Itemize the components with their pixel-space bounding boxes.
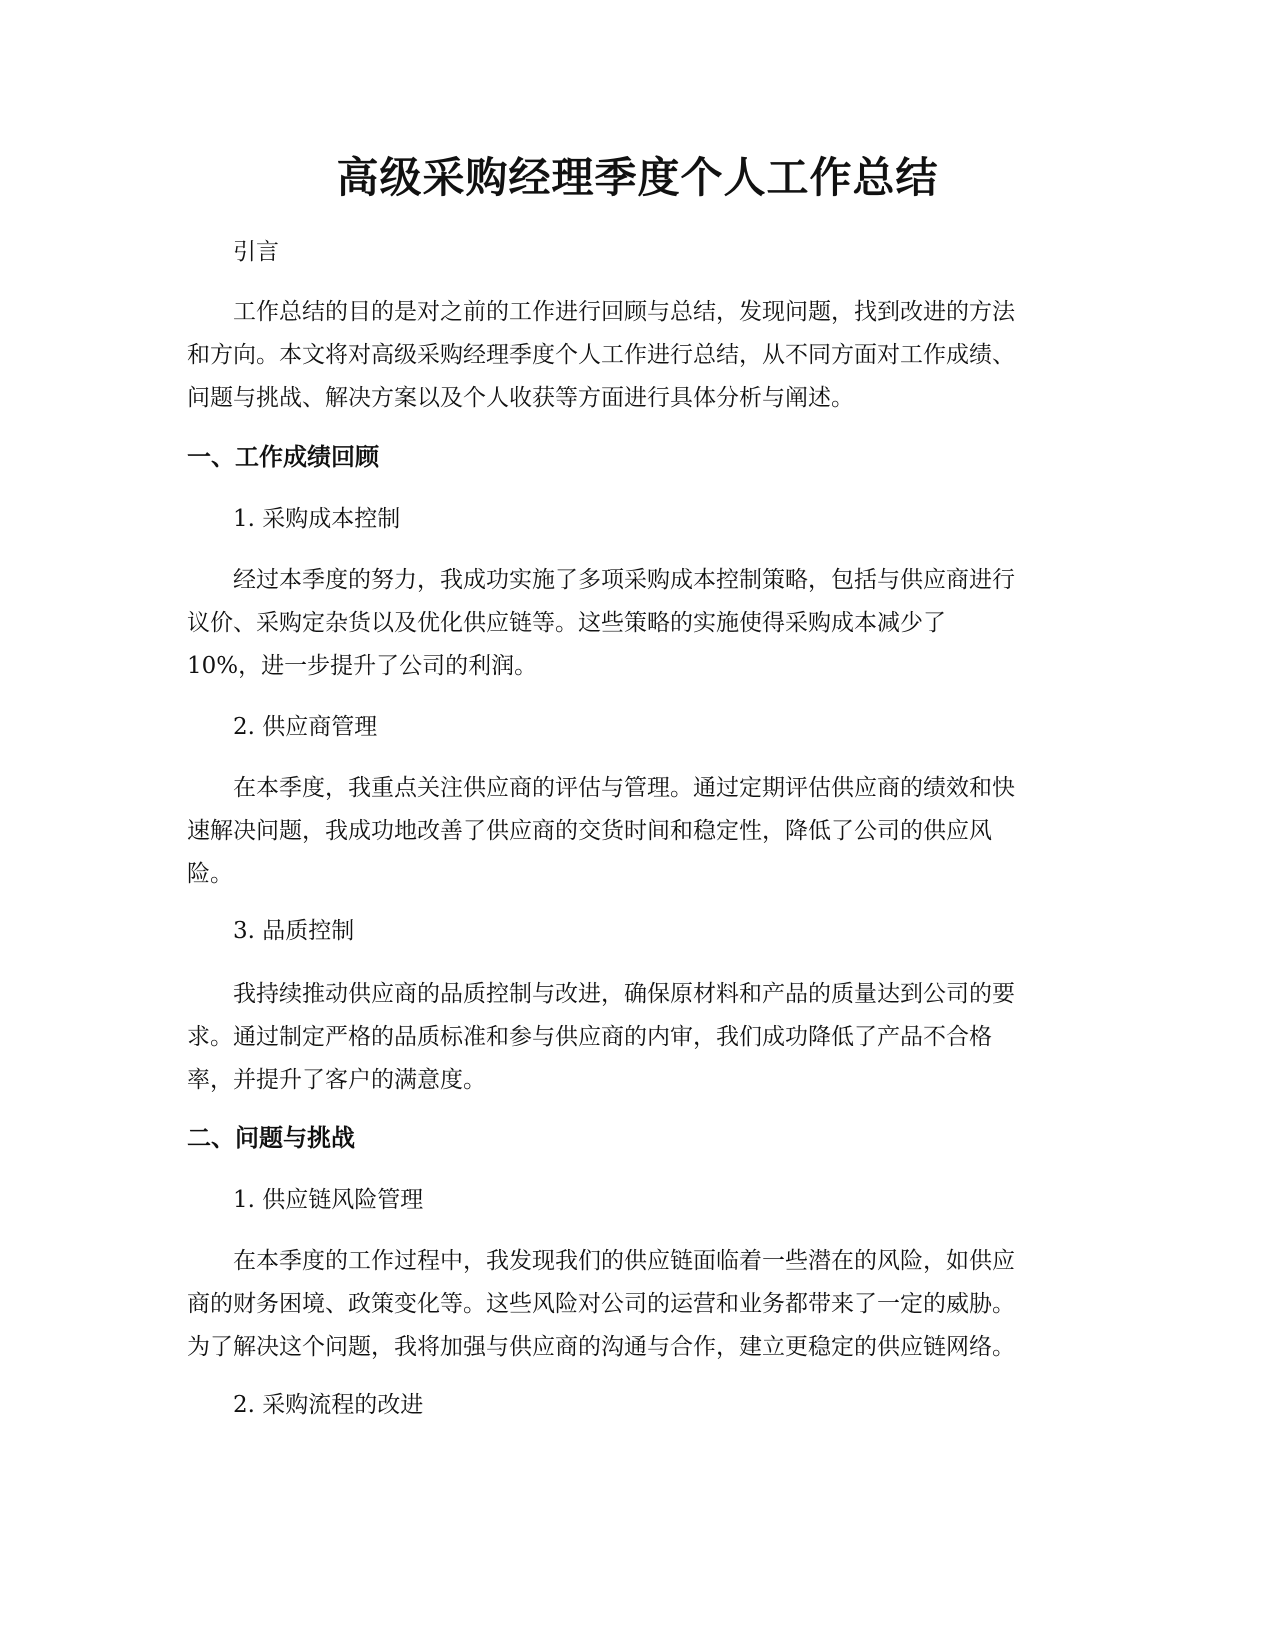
paragraph-line: 在本季度的工作过程中，我发现我们的供应链面临着一些潜在的风险，如供应 [233, 1248, 1015, 1274]
section1-item3-paragraph [187, 973, 1085, 1102]
intro-paragraph [187, 291, 1085, 420]
section1-heading: 一、工作成绩回顾 [187, 443, 379, 471]
paragraph-line: 险。 [187, 861, 233, 887]
section1-item2-title: 2. 供应商管理 [233, 714, 378, 740]
intro-line: 问题与挑战、解决方案以及个人收获等方面进行具体分析与阐述。 [187, 385, 854, 411]
section2-item1-paragraph [187, 1240, 1085, 1369]
section2-item2-title: 2. 采购流程的改进 [233, 1392, 424, 1418]
paragraph-line: 10%，进一步提升了公司的利润。 [187, 653, 538, 679]
section2-item1-title: 1. 供应链风险管理 [233, 1187, 424, 1213]
intro-line: 和方向。本文将对高级采购经理季度个人工作进行总结，从不同方面对工作成绩、 [187, 342, 1015, 368]
section1-item3-title: 3. 品质控制 [233, 918, 355, 944]
paragraph-line: 为了解决这个问题，我将加强与供应商的沟通与合作，建立更稳定的供应链网络。 [187, 1334, 1015, 1360]
paragraph-line: 商的财务困境、政策变化等。这些风险对公司的运营和业务都带来了一定的威胁。 [187, 1291, 1015, 1317]
paragraph-line: 求。通过制定严格的品质标准和参与供应商的内审，我们成功降低了产品不合格 [187, 1024, 992, 1050]
paragraph-line: 我持续推动供应商的品质控制与改进，确保原材料和产品的质量达到公司的要 [233, 981, 1015, 1007]
paragraph-line: 在本季度，我重点关注供应商的评估与管理。通过定期评估供应商的绩效和快 [233, 775, 1015, 801]
paragraph-line: 经过本季度的努力，我成功实施了多项采购成本控制策略，包括与供应商进行 [233, 567, 1015, 593]
document-title: 高级采购经理季度个人工作总结 [336, 153, 939, 202]
paragraph-line: 议价、采购定杂货以及优化供应链等。这些策略的实施使得采购成本减少了 [187, 610, 946, 636]
section2-heading: 二、问题与挑战 [187, 1124, 355, 1152]
section1-item1-paragraph [187, 559, 1085, 688]
intro-label: 引言 [233, 239, 279, 265]
section1-item1-title: 1. 采购成本控制 [233, 506, 401, 532]
section1-item2-paragraph [187, 767, 1085, 896]
paragraph-line: 率，并提升了客户的满意度。 [187, 1067, 486, 1093]
paragraph-line: 速解决问题，我成功地改善了供应商的交货时间和稳定性，降低了公司的供应风 [187, 818, 992, 844]
intro-line: 工作总结的目的是对之前的工作进行回顾与总结，发现问题，找到改进的方法 [233, 299, 1015, 325]
